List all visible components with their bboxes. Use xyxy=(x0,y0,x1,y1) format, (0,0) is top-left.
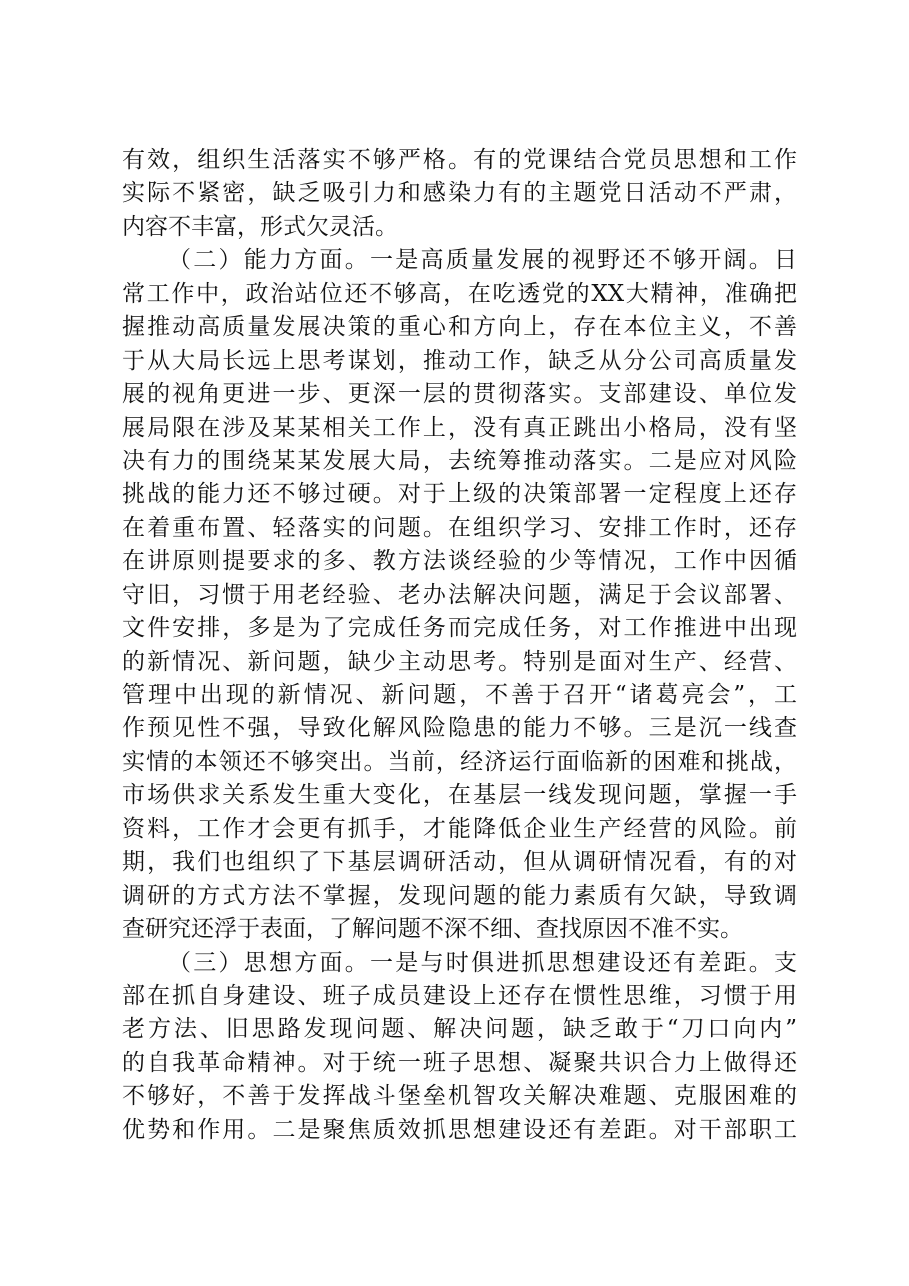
text-line: （三）思想方面。一是与时俱进抓思想建设还有差距。支 xyxy=(168,949,797,976)
text-line: 有效，组织生活落实不够严格。有的党课结合党员思想和工作 xyxy=(122,147,797,173)
text-line: 市场供求关系发生重大变化，在基层一线发现问题，掌握一手 xyxy=(122,782,797,809)
text-line: 期，我们也组织了下基层调研活动，但从调研情况看，有的对 xyxy=(122,849,797,876)
text-line: 老方法、旧思路发现问题、解决问题，缺乏敢于“刀口向内” xyxy=(122,1016,797,1043)
text-line: 内容不丰富，形式欠灵活。 xyxy=(122,213,398,240)
text-line: 实情的本领还不够突出。当前，经济运行面临新的困难和挑战， xyxy=(122,748,797,775)
text-line: 调研的方式方法不掌握，发现问题的能力素质有欠缺，导致调 xyxy=(122,882,797,909)
text-line: 展的视角更进一步、更深一层的贯彻落实。支部建设、单位发 xyxy=(122,381,797,408)
text-line: 常工作中，政治站位还不够高，在吃透党的XX大精神，准确把 xyxy=(122,280,797,307)
text-line: 管理中出现的新情况、新问题，不善于召开“诸葛亮会”，工 xyxy=(122,682,797,708)
text-line: 优势和作用。二是聚焦质效抓思想建设还有差距。对干部职工 xyxy=(122,1116,797,1143)
text-line: 作预见性不强，导致化解风险隐患的能力不够。三是沉一线查 xyxy=(122,715,797,742)
text-line: 守旧，习惯于用老经验、老办法解决问题，满足于会议部署、 xyxy=(122,581,797,608)
text-line: 实际不紧密，缺乏吸引力和感染力有的主题党日活动不严肃， xyxy=(122,180,797,207)
text-line: 在着重布置、轻落实的问题。在组织学习、安排工作时，还存 xyxy=(122,514,797,541)
text-line: 查研究还浮于表面，了解问题不深不细、查找原因不准不实。 xyxy=(122,916,743,943)
text-line: 握推动高质量发展决策的重心和方向上，存在本位主义，不善 xyxy=(122,314,797,341)
paragraph-1 xyxy=(122,144,797,244)
text-line: 文件安排，多是为了完成任务而完成任务，对工作推进中出现 xyxy=(122,615,797,642)
text-line: 于从大局长远上思考谋划，推动工作，缺乏从分公司高质量发 xyxy=(122,347,797,374)
text-line: 的新情况、新问题，缺少主动思考。特别是面对生产、经营、 xyxy=(122,648,797,675)
text-line: （二）能力方面。一是高质量发展的视野还不够开阔。日 xyxy=(168,247,797,274)
text-line: 不够好，不善于发挥战斗堡垒机智攻关解决难题、克服困难的 xyxy=(122,1083,797,1110)
text-line: 部在抓自身建设、班子成员建设上还存在惯性思维，习惯于用 xyxy=(122,982,797,1009)
text-line: 的自我革命精神。对于统一班子思想、凝聚共识合力上做得还 xyxy=(122,1049,797,1076)
paragraph-2 xyxy=(122,244,797,946)
text-line: 决有力的围绕某某发展大局，去统筹推动落实。二是应对风险 xyxy=(122,447,797,474)
text-line: 资料，工作才会更有抓手，才能降低企业生产经营的风险。前 xyxy=(122,815,797,842)
paragraph-3 xyxy=(122,947,797,1148)
text-line: 在讲原则提要求的多、教方法谈经验的少等情况，工作中因循 xyxy=(122,548,797,575)
text-line: 挑战的能力还不够过硬。对于上级的决策部署一定程度上还存 xyxy=(122,481,797,508)
document-body xyxy=(122,144,797,1147)
text-line: 展局限在涉及某某相关工作上，没有真正跳出小格局，没有坚 xyxy=(122,414,797,441)
